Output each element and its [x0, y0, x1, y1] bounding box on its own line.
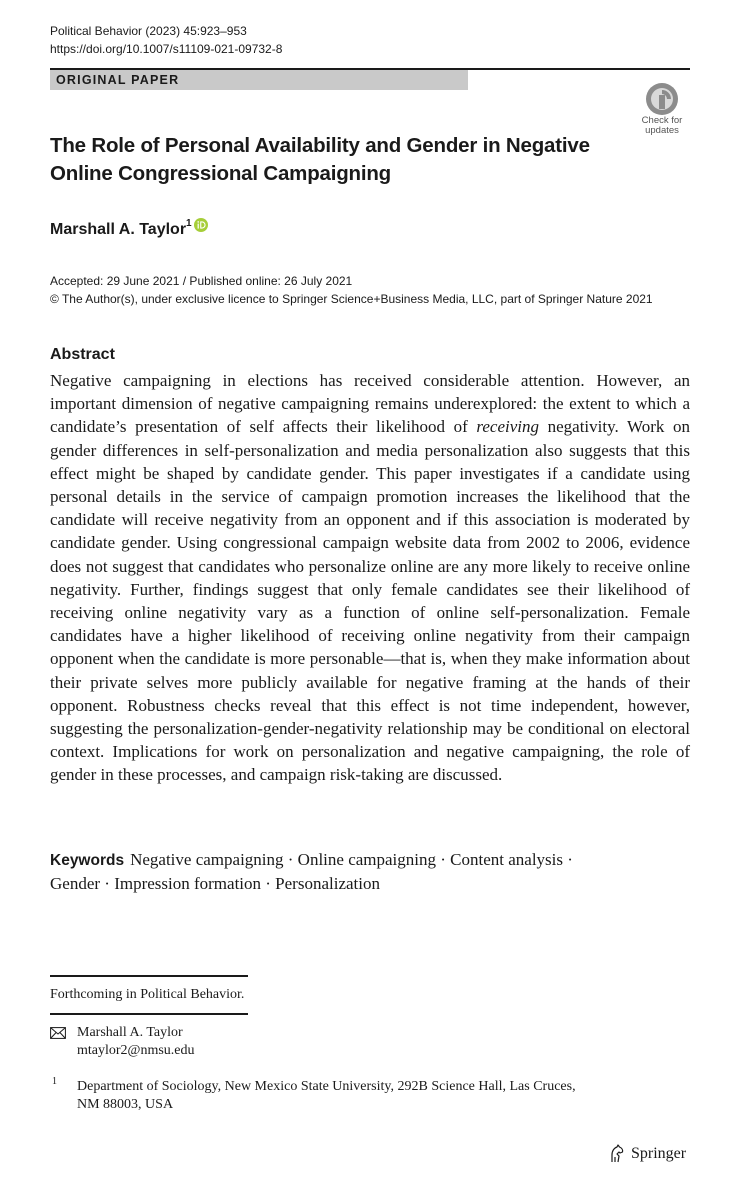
corresponding-author-email[interactable]: mtaylor2@nmsu.edu — [77, 1043, 195, 1058]
abstract-text-part-2: negativity. Work on gender differences in self-personalization and media personalization also suggests that this effect might be shaped by candidate gender. This paper investigates if a candidate using personal details in the service of campaign promotion increases the likelihood that the candidate will receive negativity from an opponent and if this association is moderated by candidate gender. Using congressional campaign website data from 2002 to 2006, evidence does not suggest that candidates who personalize online are any more likely to receive online negativity. Further, findings suggest that only female candidates see their likelihood of receiving online negativity vary as a function of online self-personalization. Female candidates have a higher likelihood of receiving online negativity from their campaign opponent when the candidate is more personable—that is, when they make information about their private selves more publicly available for negative framing at the hands of their opponent. Robustness checks reveal that this effect is not time independent, however, suggesting the personalization-gender-negativity relationship may be conditional on electoral context. Implications for work on personalization and negative campaigning, the role of gender in these processes, and campaign risk-taking are discussed. — [50, 417, 690, 785]
affiliation-line-1: Department of Sociology, New Mexico State University, 292B Science Hall, Las Cruces, — [77, 1079, 576, 1094]
author-name[interactable]: Marshall A. Taylor — [50, 221, 187, 238]
affiliation-text — [77, 1078, 677, 1114]
accepted-published-dates: Accepted: 29 June 2021 / Published online: 26 July 2021 — [50, 274, 353, 288]
envelope-icon — [50, 1027, 66, 1039]
abstract-emphasis: receiving — [476, 417, 539, 437]
journal-citation: Political Behavior (2023) 45:923–953 — [50, 24, 247, 38]
affiliation-number: 1 — [52, 1076, 57, 1087]
paper-type-label: ORIGINAL PAPER — [56, 73, 180, 87]
abstract-text-part-1: Negative campaigning in elections has received considerable attention. However, an important dimension of negative campaigning remains underexplored: the extent to which a candidate’s presentation of self affects their likelihood of — [50, 371, 690, 437]
check-updates-line2: updates — [645, 125, 679, 136]
footnote-rule — [50, 1013, 248, 1015]
affiliation-line-2: NM 88003, USA — [77, 1097, 174, 1112]
keywords-line-2: Gender · Impression formation · Personalization — [50, 874, 380, 894]
article-title — [50, 132, 640, 188]
springer-horse-icon — [607, 1144, 627, 1164]
title-line-1: The Role of Personal Availability and Gender in Negative — [50, 134, 590, 157]
springer-logo[interactable] — [607, 1144, 686, 1168]
keywords-section — [50, 848, 690, 895]
keywords-line-1: Negative campaigning · Online campaigning · Content analysis · — [130, 850, 573, 869]
forthcoming-note: Forthcoming in Political Behavior. — [50, 987, 245, 1002]
check-for-updates-badge[interactable] — [636, 82, 688, 138]
springer-name: Springer — [631, 1145, 687, 1162]
check-updates-icon — [645, 82, 679, 116]
keywords-label: Keywords — [50, 852, 125, 869]
abstract-heading: Abstract — [50, 346, 115, 363]
copyright-notice: © The Author(s), under exclusive licence to Springer Science+Business Media, LLC, part of Springer Nature 2021 — [50, 292, 653, 306]
orcid-icon[interactable] — [194, 218, 208, 232]
author-affiliation-mark: 1 — [186, 217, 192, 229]
check-updates-line1: Check for — [641, 115, 683, 126]
doi-link[interactable]: https://doi.org/10.1007/s11109-021-09732-8 — [50, 42, 283, 56]
author-line — [50, 218, 208, 239]
title-line-2: Online Congressional Campaigning — [50, 162, 391, 185]
footnote-rule — [50, 975, 248, 977]
abstract-text — [50, 369, 690, 787]
corresponding-author-name: Marshall A. Taylor — [77, 1025, 183, 1040]
